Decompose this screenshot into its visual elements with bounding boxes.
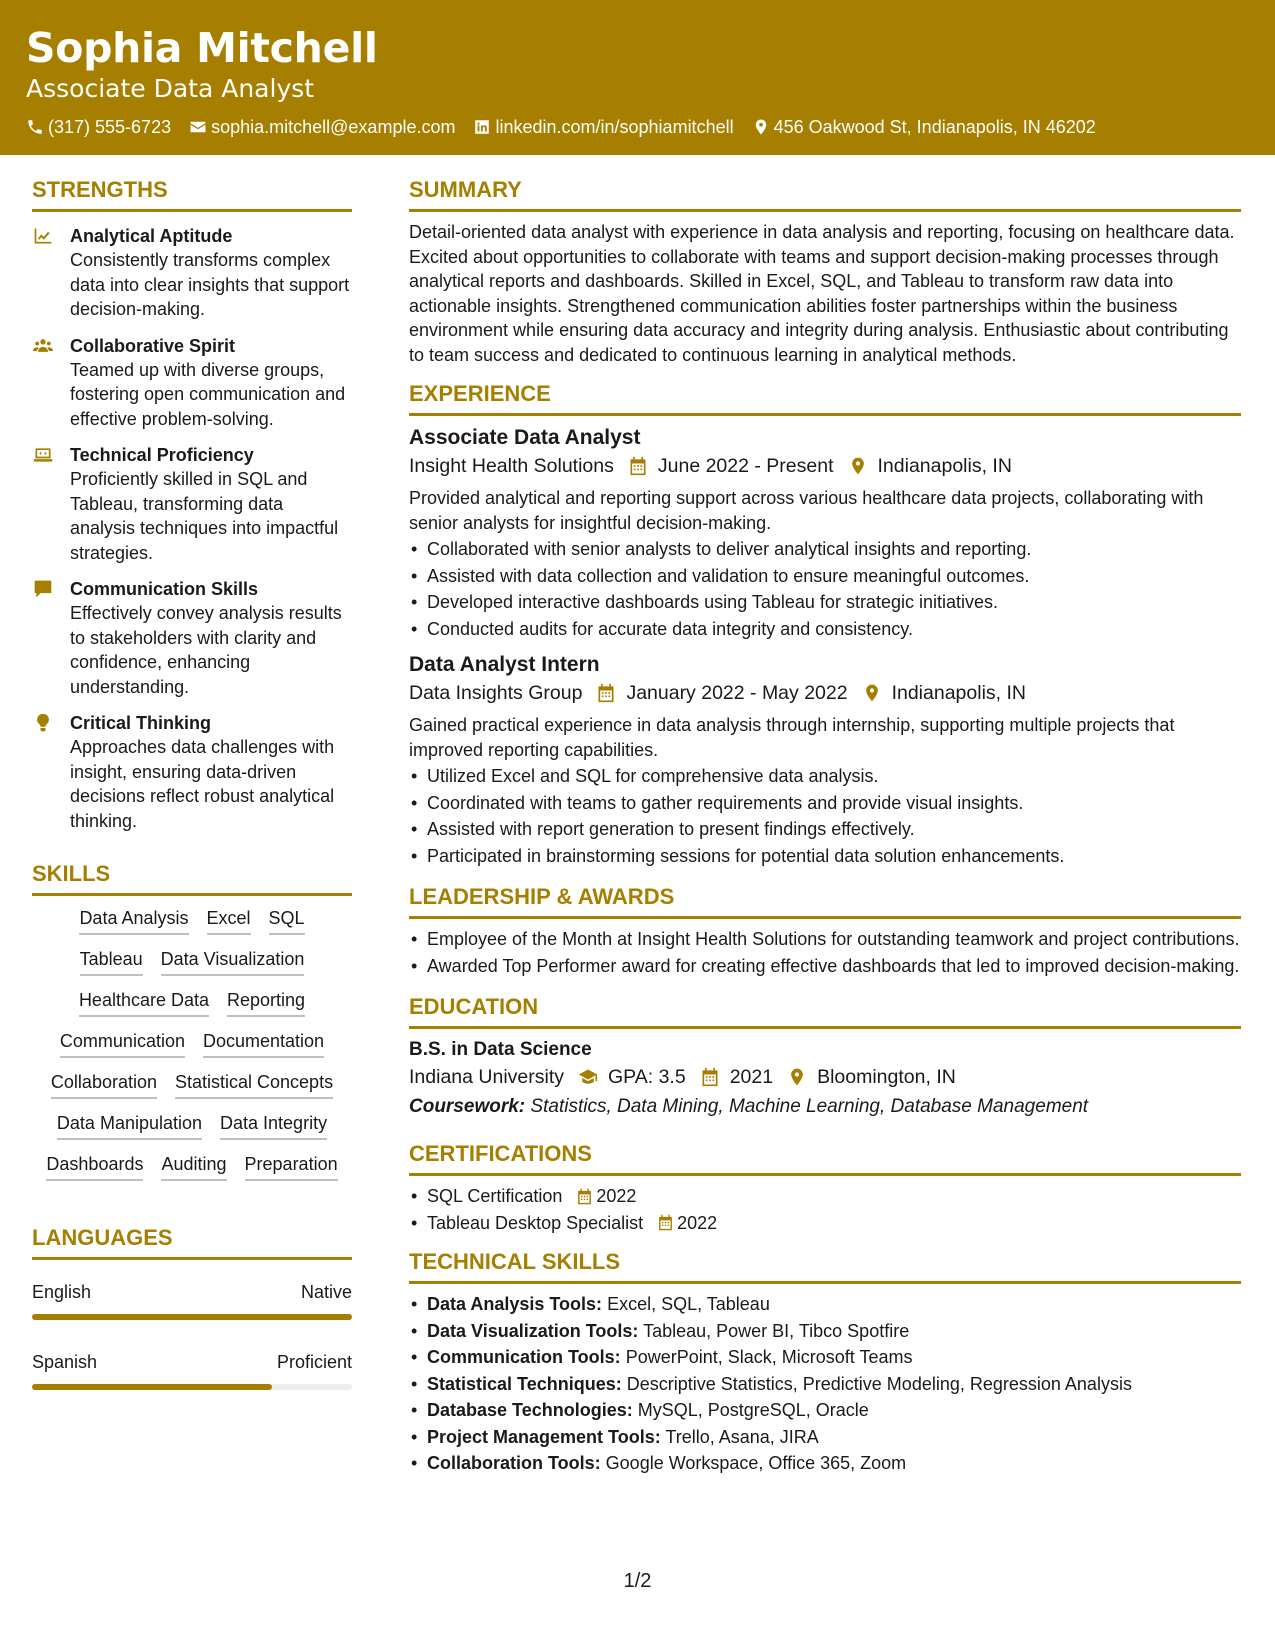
skill-tag: Healthcare Data xyxy=(79,988,209,1017)
contact-phone[interactable] xyxy=(26,116,171,138)
section-title-certifications: CERTIFICATIONS xyxy=(409,1139,1241,1176)
language-name: English xyxy=(32,1282,92,1302)
education-entry xyxy=(409,1037,1241,1121)
tech-skill-label: Collaboration Tools: xyxy=(427,1453,601,1473)
strength-item xyxy=(32,334,352,432)
strength-desc: Proficiently skilled in SQL and Tableau, transforming data analysis techniques into impactful strategies. xyxy=(70,469,339,563)
strength-item xyxy=(32,224,352,322)
strength-title: Collaborative Spirit xyxy=(70,335,236,356)
job-entry xyxy=(409,651,1241,868)
skill-tag: Auditing xyxy=(161,1152,226,1181)
calendar-icon xyxy=(700,1067,720,1087)
job-bullet: • Participated in brainstorming sessions for potential data solution enhancements. xyxy=(409,844,1241,869)
tech-skill-label: Statistical Techniques: xyxy=(427,1373,622,1394)
language-level: Native xyxy=(300,1282,352,1302)
skill-tag: Preparation xyxy=(245,1152,338,1181)
coursework-list: Statistics, Data Mining, Machine Learning, Database Management xyxy=(530,1096,1089,1117)
job-entry xyxy=(409,424,1241,641)
tech-skill-value: MySQL, PostgreSQL, Oracle xyxy=(637,1400,869,1420)
map-marker-icon xyxy=(787,1067,807,1087)
tech-skill-item xyxy=(409,1398,1241,1423)
phone-icon xyxy=(26,118,44,136)
language-name: Spanish xyxy=(32,1352,98,1372)
language-progress-fill xyxy=(32,1314,352,1320)
coursework xyxy=(409,1093,1241,1121)
job-bullet: • Utilized Excel and SQL for comprehensive data analysis. xyxy=(409,764,1241,789)
tech-skill-value: Descriptive Statistics, Predictive Modeling, Regression Analysis xyxy=(626,1373,1132,1394)
strength-desc: Consistently transforms complex data into clear insights that support decision-making. xyxy=(70,250,350,319)
job-description: Provided analytical and reporting support across various healthcare data projects, collaborating with senior analysts for insightful decision-making. xyxy=(409,488,1204,533)
skill-tag: Reporting xyxy=(227,988,305,1017)
laptop-code-icon xyxy=(32,445,54,465)
contact-address xyxy=(752,116,1096,138)
chart-line-icon xyxy=(32,226,54,246)
section-title-summary: SUMMARY xyxy=(409,175,1241,212)
map-marker-icon xyxy=(848,456,868,476)
tech-skill-item xyxy=(409,1372,1241,1397)
contact-bar xyxy=(26,116,1275,138)
tech-skill-item xyxy=(409,1319,1241,1344)
map-marker-icon xyxy=(752,118,770,136)
section-title-languages: LANGUAGES xyxy=(32,1223,352,1260)
section-title-skills: SKILLS xyxy=(32,859,352,896)
skill-tag: Dashboards xyxy=(46,1152,143,1181)
users-icon xyxy=(32,336,54,356)
graduation-year: 2021 xyxy=(729,1066,774,1088)
summary-text: Detail-oriented data analyst with experience in data analysis and reporting, focusing on healthcare data. Excited about opportunities to collaborate with teams and support decision-making processes through analytical reports and dashboards. Skilled in Excel, SQL, and Tableau to transform raw data into actionable insights. Strengthened communication abilities foster partnerships within the business environment while ensuring data accuracy and integrity during analysis. Enthusiastic about contributing to team success and dedicated to continuous learning in analytical methods. xyxy=(409,222,1235,365)
strength-item xyxy=(32,711,352,833)
job-title: Data Analyst Intern xyxy=(409,653,600,676)
job-location: Indianapolis, IN xyxy=(877,455,1012,477)
candidate-role: Associate Data Analyst xyxy=(26,74,315,103)
contact-linkedin[interactable] xyxy=(473,116,733,138)
job-description: Gained practical experience in data analysis through internship, supporting multiple projects that improved reporting capabilities. xyxy=(409,715,1175,760)
language-item xyxy=(32,1350,352,1390)
right-column xyxy=(409,175,1241,1476)
job-bullet: • Developed interactive dashboards using Tableau for strategic initiatives. xyxy=(409,590,1241,615)
strength-title: Technical Proficiency xyxy=(70,445,254,465)
calendar-icon xyxy=(628,456,648,476)
page-number: 1/2 xyxy=(623,1570,652,1592)
language-item xyxy=(32,1280,352,1320)
tech-skill-value: Tableau, Power BI, Tibco Spotfire xyxy=(643,1320,910,1341)
section-title-strengths: STRENGTHS xyxy=(32,175,352,212)
skill-tag: Data Analysis xyxy=(79,906,188,935)
strength-item xyxy=(32,577,352,699)
tech-skill-value: Excel, SQL, Tableau xyxy=(607,1294,770,1314)
award-item: • Awarded Top Performer award for creating effective dashboards that led to improved decision-making. xyxy=(409,954,1241,979)
contact-email[interactable] xyxy=(189,116,455,138)
job-title: Associate Data Analyst xyxy=(409,426,641,449)
job-company: Insight Health Solutions xyxy=(409,455,614,477)
skill-tag: Tableau xyxy=(80,947,143,976)
linkedin-text: linkedin.com/in/sophiamitchell xyxy=(495,117,734,137)
tech-skill-item xyxy=(409,1292,1241,1317)
skill-tag: Data Visualization xyxy=(161,947,305,976)
job-bullet: • Assisted with report generation to present findings effectively. xyxy=(409,817,1241,842)
comment-icon xyxy=(32,579,54,599)
language-level: Proficient xyxy=(276,1352,352,1372)
job-dates: January 2022 - May 2022 xyxy=(626,682,848,704)
job-location: Indianapolis, IN xyxy=(891,682,1026,704)
strength-desc: Teamed up with diverse groups, fostering open communication and effective problem-solving. xyxy=(70,359,346,429)
tech-skill-label: Data Visualization Tools: xyxy=(427,1320,639,1341)
tech-skill-label: Project Management Tools: xyxy=(427,1426,661,1447)
skill-tag: Statistical Concepts xyxy=(175,1070,333,1099)
job-company: Data Insights Group xyxy=(409,682,583,704)
skill-tag: Collaboration xyxy=(51,1070,157,1099)
tech-skill-label: Communication Tools: xyxy=(427,1347,621,1367)
strength-title: Analytical Aptitude xyxy=(70,226,233,246)
school-name: Indiana University xyxy=(409,1066,564,1088)
cert-name: • Tableau Desktop Specialist xyxy=(427,1212,644,1233)
strength-item xyxy=(32,443,352,565)
job-dates: June 2022 - Present xyxy=(657,455,834,477)
cert-year: 2022 xyxy=(677,1212,718,1233)
section-title-leadership: LEADERSHIP & AWARDS xyxy=(409,882,1241,919)
skill-tag: Data Integrity xyxy=(220,1111,327,1140)
calendar-icon xyxy=(596,683,616,703)
award-item: • Employee of the Month at Insight Health Solutions for outstanding teamwork and project contributions. xyxy=(409,927,1241,952)
envelope-icon xyxy=(189,118,207,136)
graduation-cap-icon xyxy=(578,1067,598,1087)
degree: B.S. in Data Science xyxy=(409,1039,592,1060)
address-text: 456 Oakwood St, Indianapolis, IN 46202 xyxy=(773,117,1096,137)
tech-skill-label: Database Technologies: xyxy=(427,1400,633,1420)
phone-text: (317) 555-6723 xyxy=(48,117,172,137)
header xyxy=(0,0,1275,155)
skill-tag: Excel xyxy=(207,906,251,935)
linkedin-icon xyxy=(473,118,491,136)
school-location: Bloomington, IN xyxy=(817,1066,956,1088)
tech-skill-value: Trello, Asana, JIRA xyxy=(665,1426,819,1447)
language-progress-bar xyxy=(32,1384,352,1390)
language-progress-bar xyxy=(32,1314,352,1320)
job-bullet: • Collaborated with senior analysts to deliver analytical insights and reporting. xyxy=(409,537,1241,562)
skills-list xyxy=(32,906,352,1181)
lightbulb-icon xyxy=(32,713,54,733)
job-bullet: • Assisted with data collection and validation to ensure meaningful outcomes. xyxy=(409,564,1241,589)
section-title-education: EDUCATION xyxy=(409,992,1241,1029)
skill-tag: SQL xyxy=(269,906,305,935)
calendar-icon xyxy=(657,1214,674,1231)
tech-skill-item xyxy=(409,1425,1241,1450)
section-title-technical-skills: TECHNICAL SKILLS xyxy=(409,1247,1241,1284)
tech-skill-value: PowerPoint, Slack, Microsoft Teams xyxy=(625,1347,913,1367)
certification-item xyxy=(409,1184,1241,1209)
strength-title: Critical Thinking xyxy=(70,713,212,733)
candidate-name: Sophia Mitchell xyxy=(26,24,378,72)
tech-skill-value: Google Workspace, Office 365, Zoom xyxy=(605,1453,907,1473)
job-bullet: • Coordinated with teams to gather requirements and provide visual insights. xyxy=(409,791,1241,816)
strength-desc: Approaches data challenges with insight, ensuring data-driven decisions reflect robust analytical thinking. xyxy=(70,737,335,831)
skill-tag: Documentation xyxy=(203,1029,324,1058)
email-text: sophia.mitchell@example.com xyxy=(211,117,456,137)
skill-tag: Communication xyxy=(60,1029,185,1058)
cert-name: • SQL Certification xyxy=(427,1186,563,1206)
job-bullet: • Conducted audits for accurate data integrity and consistency. xyxy=(409,617,1241,642)
section-title-experience: EXPERIENCE xyxy=(409,379,1241,416)
coursework-label: Coursework: xyxy=(409,1096,526,1117)
language-progress-fill xyxy=(32,1384,272,1390)
map-marker-icon xyxy=(862,683,882,703)
skill-tag: Data Manipulation xyxy=(57,1111,202,1140)
calendar-icon xyxy=(576,1188,593,1205)
cert-year: 2022 xyxy=(596,1186,637,1206)
tech-skill-item xyxy=(409,1345,1241,1370)
strength-title: Communication Skills xyxy=(70,579,259,599)
left-column xyxy=(32,175,352,1390)
strength-desc: Effectively convey analysis results to stakeholders with clarity and confidence, enhancing understanding. xyxy=(70,603,342,697)
tech-skill-item xyxy=(409,1451,1241,1476)
gpa: GPA: 3.5 xyxy=(608,1066,686,1088)
certification-item xyxy=(409,1211,1241,1236)
tech-skill-label: Data Analysis Tools: xyxy=(427,1294,603,1314)
